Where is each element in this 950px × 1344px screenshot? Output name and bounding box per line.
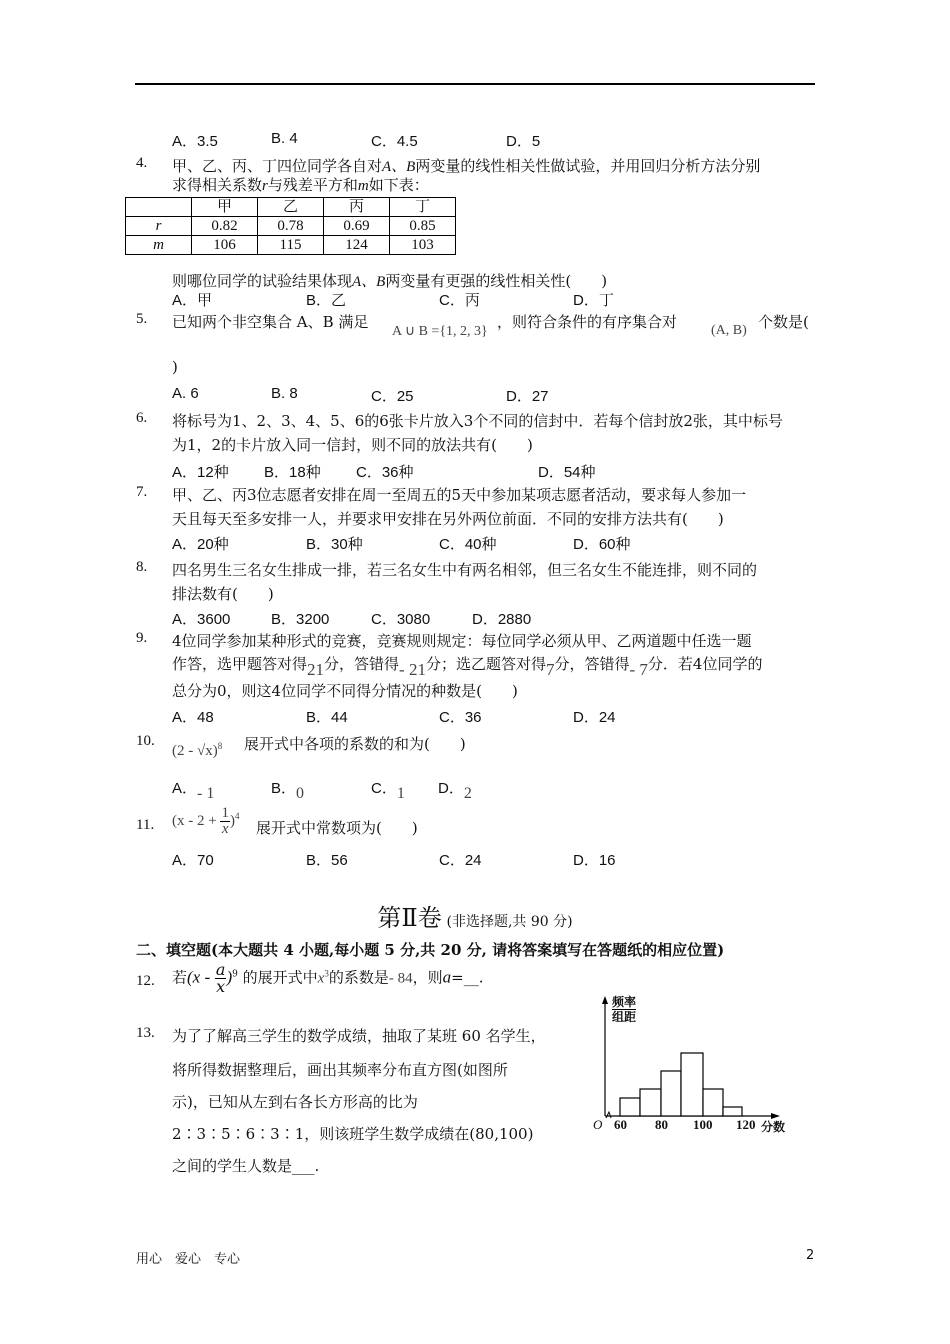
- frequency-histogram: [590, 990, 810, 1144]
- q4-option-d: D．丁: [573, 292, 614, 309]
- table-row-label: r: [126, 217, 192, 236]
- q5-option-d: D．27: [506, 388, 549, 405]
- q11-option-c: C．24: [439, 852, 482, 869]
- q4-option-a: A．甲: [172, 292, 213, 309]
- q10-number: 10.: [136, 733, 155, 749]
- table-cell: 106: [192, 236, 258, 255]
- q4-text: 甲、乙、丙、丁四位同学各自对: [172, 157, 383, 175]
- q11-text: 展开式中常数项为( ): [256, 819, 418, 837]
- q3-option-c: C．4.5: [371, 133, 418, 150]
- table-cell: 103: [390, 236, 456, 255]
- table-cell: 0.78: [258, 217, 324, 236]
- header-rule: [135, 83, 815, 85]
- table-row: [126, 217, 456, 236]
- q10-expression: [172, 741, 222, 760]
- table-row-label: m: [126, 236, 192, 255]
- table-header-cell: 甲: [192, 198, 258, 217]
- q12-text: ，则: [412, 968, 443, 987]
- q4-question: [172, 270, 607, 291]
- q6-option-b: B．18种: [264, 464, 321, 481]
- x-tick-120: 120: [736, 1117, 756, 1132]
- q7-option-d: D．60种: [573, 536, 631, 553]
- y-label-numerator: 频率: [612, 995, 637, 1009]
- q8-option-b: B．3200: [271, 611, 330, 628]
- q5-math-union: A ∪ B ={1, 2, 3}: [392, 324, 488, 339]
- q7-number: 7.: [136, 484, 148, 500]
- q8-option-d: D．2880: [472, 611, 532, 628]
- q4-text: 如下表：: [368, 176, 429, 194]
- q11-fraction: [220, 806, 230, 837]
- q10-option-d: [438, 777, 472, 802]
- option-label: D．: [438, 780, 464, 797]
- q12-text: 若: [172, 968, 188, 987]
- q12-term: x: [317, 970, 325, 987]
- q7-option-b: B．30种: [306, 536, 363, 553]
- q9-value-minus21: - 21: [399, 660, 426, 679]
- q13-line: 2∶3∶5∶6∶3∶1，则该班学生数学成绩在(80,100): [172, 1125, 534, 1143]
- q11-expr: ): [229, 812, 235, 829]
- q11-option-d: D．16: [573, 852, 616, 869]
- q12-expr: (x -: [187, 967, 211, 987]
- q4-line1: [172, 155, 760, 176]
- q13-line: 之间的学生人数是___.: [172, 1157, 320, 1175]
- table-cell: 0.69: [324, 217, 390, 236]
- q4-text: 求得相关系数: [172, 176, 263, 194]
- q9-number: 9.: [136, 630, 148, 646]
- option-value: 1: [396, 785, 405, 802]
- q4-line2: [172, 174, 429, 195]
- table-header-cell: 乙: [258, 198, 324, 217]
- q5-number: 5.: [136, 311, 148, 327]
- q4-number: 4.: [136, 155, 148, 171]
- x-tick-60: 60: [614, 1117, 627, 1132]
- table-cell: 0.82: [192, 217, 258, 236]
- q11-expr: (x - 2 +: [172, 812, 217, 829]
- q4-option-b: B．乙: [306, 292, 347, 309]
- page-number: 2: [806, 1248, 815, 1263]
- q4-text: 两变量的线性相关性做试验，并用回归分析方法分别: [415, 157, 761, 175]
- x-tick-100: 100: [693, 1117, 713, 1132]
- q9-option-b: B．44: [306, 709, 348, 726]
- q12-fraction: [215, 962, 227, 995]
- q12-text: 的系数是: [328, 968, 389, 987]
- q4-var: A、B: [352, 274, 386, 290]
- q9-line1: 4位同学参加某种形式的竞赛，竞赛规则规定：每位同学必须从甲、乙两道题中任选一题: [172, 632, 752, 650]
- q12-term-exponent: 3: [324, 968, 329, 979]
- q8-option-c: C．3080: [371, 611, 431, 628]
- q12-number: 12.: [136, 973, 155, 989]
- q8-line1: 四名男生三名女生排成一排，若三名女生中有两名相邻，但三名女生不能连排，则不同的: [172, 561, 758, 579]
- q6-line2: 为1，2的卡片放入同一信封，则不同的放法共有( ): [172, 436, 533, 454]
- q9-value-minus7: - 7: [629, 660, 648, 679]
- option-label: A．: [172, 780, 198, 797]
- q12-text: 的展开式中: [242, 968, 318, 987]
- q11-option-b: B．56: [306, 852, 348, 869]
- q9-text: 分．若4位同学的: [647, 655, 763, 673]
- table-cell: 115: [258, 236, 324, 255]
- x-axis-label: 分数: [761, 1120, 786, 1134]
- q5-close-paren: ): [172, 358, 178, 376]
- q10-option-c: [371, 777, 405, 802]
- section-title-main: 第Ⅱ卷: [377, 904, 442, 932]
- q4-text: 两变量有更强的线性相关性( ): [385, 272, 608, 290]
- q4-table: [125, 197, 456, 255]
- q7-option-a: A．20种: [172, 536, 229, 553]
- q5-option-c: C．25: [371, 388, 414, 405]
- q4-var-m: m: [357, 178, 369, 194]
- q3-option-d: D．5: [506, 133, 541, 150]
- q10-exponent: 8: [217, 741, 223, 751]
- q11-expression: [172, 806, 239, 837]
- q8-number: 8.: [136, 559, 148, 575]
- footer-motto: 用心 爱心 专心: [136, 1252, 241, 1267]
- q9-option-c: C．36: [439, 709, 482, 726]
- section-title: [0, 898, 950, 933]
- y-label-denominator: 组距: [612, 1010, 637, 1024]
- table-header-cell: [126, 198, 192, 217]
- y-axis-label: [612, 995, 636, 1024]
- q12-expr: ): [226, 967, 233, 987]
- y-axis-arrow-icon: [602, 996, 608, 1004]
- q9-value-7: 7: [545, 660, 555, 679]
- q4-option-c: C．丙: [439, 292, 480, 309]
- option-label: C．: [371, 780, 397, 797]
- q9-option-d: D．24: [573, 709, 616, 726]
- q9-text: 分；选乙题答对得: [425, 655, 546, 673]
- q13-line: 为了了解高三学生的数学成绩，抽取了某班 60 名学生，: [172, 1027, 546, 1045]
- q5-option-b: B. 8: [271, 385, 298, 402]
- q10-text: 展开式中各项的系数的和为( ): [244, 735, 466, 753]
- q5-text-a: 已知两个非空集合 A、B 满足: [172, 313, 369, 331]
- fraction-numerator: 1: [221, 805, 229, 821]
- q5-option-a: A. 6: [172, 385, 199, 402]
- fraction-numerator: a: [215, 960, 226, 979]
- q7-line1: 甲、乙、丙3位志愿者安排在周一至周五的5天中参加某项志愿者活动，要求每人参加一: [172, 486, 747, 504]
- histogram-bars: [620, 1053, 742, 1116]
- q6-option-a: A．12种: [172, 464, 229, 481]
- section-heading: 二、填空题(本大题共 4 小题,每小题 5 分,共 20 分, 请将答案填写在答题纸的相应位置): [136, 941, 725, 959]
- table-header-row: [126, 198, 456, 217]
- q4-var: A、B: [382, 159, 416, 175]
- q4-text: 则哪位同学的试验结果体现: [172, 272, 353, 290]
- q7-line2: 天且每天至多安排一人，并要求甲安排在另外两位前面．不同的安排方法共有( ): [172, 510, 724, 528]
- option-value: 2: [463, 785, 472, 802]
- q6-number: 6.: [136, 410, 148, 426]
- q5-text-c: 个数是(: [758, 313, 809, 331]
- q11-option-a: A．70: [172, 852, 214, 869]
- q9-line2: [172, 653, 763, 679]
- q12-exponent: 9: [232, 969, 238, 980]
- q6-option-d: D．54种: [538, 464, 596, 481]
- q10-option-a: [172, 777, 215, 802]
- fraction-denominator: x: [221, 821, 229, 837]
- q9-line3: 总分为0，则这4位同学不同得分情况的种数是( ): [172, 682, 518, 700]
- q12-line: [172, 962, 483, 995]
- q12-coefficient: - 84: [388, 970, 413, 987]
- fraction-denominator: x: [216, 977, 226, 996]
- q11-exponent: 4: [234, 810, 240, 821]
- origin-label: O: [593, 1117, 603, 1132]
- q4-var-r: r: [262, 178, 268, 194]
- q13-line: 将所得数据整理后，画出其频率分布直方图(如图所: [172, 1061, 508, 1079]
- q9-text: 分，答错得: [554, 655, 630, 673]
- table-row: [126, 236, 456, 255]
- q6-option-c: C．36种: [356, 464, 414, 481]
- q9-value-21: 21: [307, 660, 325, 679]
- q4-text: 与残差平方和: [267, 176, 358, 194]
- q3-option-b: B. 4: [271, 130, 298, 147]
- q12-blank: =__.: [451, 968, 484, 987]
- q11-number: 11.: [136, 817, 155, 833]
- table-cell: 0.85: [390, 217, 456, 236]
- table-cell: 124: [324, 236, 390, 255]
- table-header-cell: 丙: [324, 198, 390, 217]
- q8-option-a: A．3600: [172, 611, 231, 628]
- option-value: 0: [296, 785, 305, 802]
- q7-option-c: C．40种: [439, 536, 497, 553]
- q9-text: 作答，选甲题答对得: [172, 655, 308, 673]
- q10-option-b: [271, 777, 305, 802]
- q12-var: a: [442, 967, 452, 987]
- q9-text: 分，答错得: [324, 655, 400, 673]
- q8-line2: 排法数有( ): [172, 585, 274, 603]
- option-label: B．: [271, 780, 297, 797]
- q3-option-a: A．3.5: [172, 133, 218, 150]
- q6-line1: 将标号为1、2、3、4、5、6的6张卡片放入3个不同的信封中．若每个信封放2张，其中标号: [172, 412, 783, 430]
- x-tick-80: 80: [655, 1117, 668, 1132]
- option-value: - 1: [197, 785, 215, 802]
- q13-number: 13.: [136, 1025, 155, 1041]
- q13-line: 示)，已知从左到右各长方形高的比为: [172, 1093, 418, 1111]
- q5-math-pair: (A, B): [711, 323, 747, 338]
- section-title-sub: (非选择题,共 90 分): [446, 914, 573, 930]
- table-header-cell: 丁: [390, 198, 456, 217]
- q9-option-a: A．48: [172, 709, 214, 726]
- q5-text-b: ，则符合条件的有序集合对: [497, 313, 678, 331]
- q10-expr: (2 - √x): [172, 743, 218, 759]
